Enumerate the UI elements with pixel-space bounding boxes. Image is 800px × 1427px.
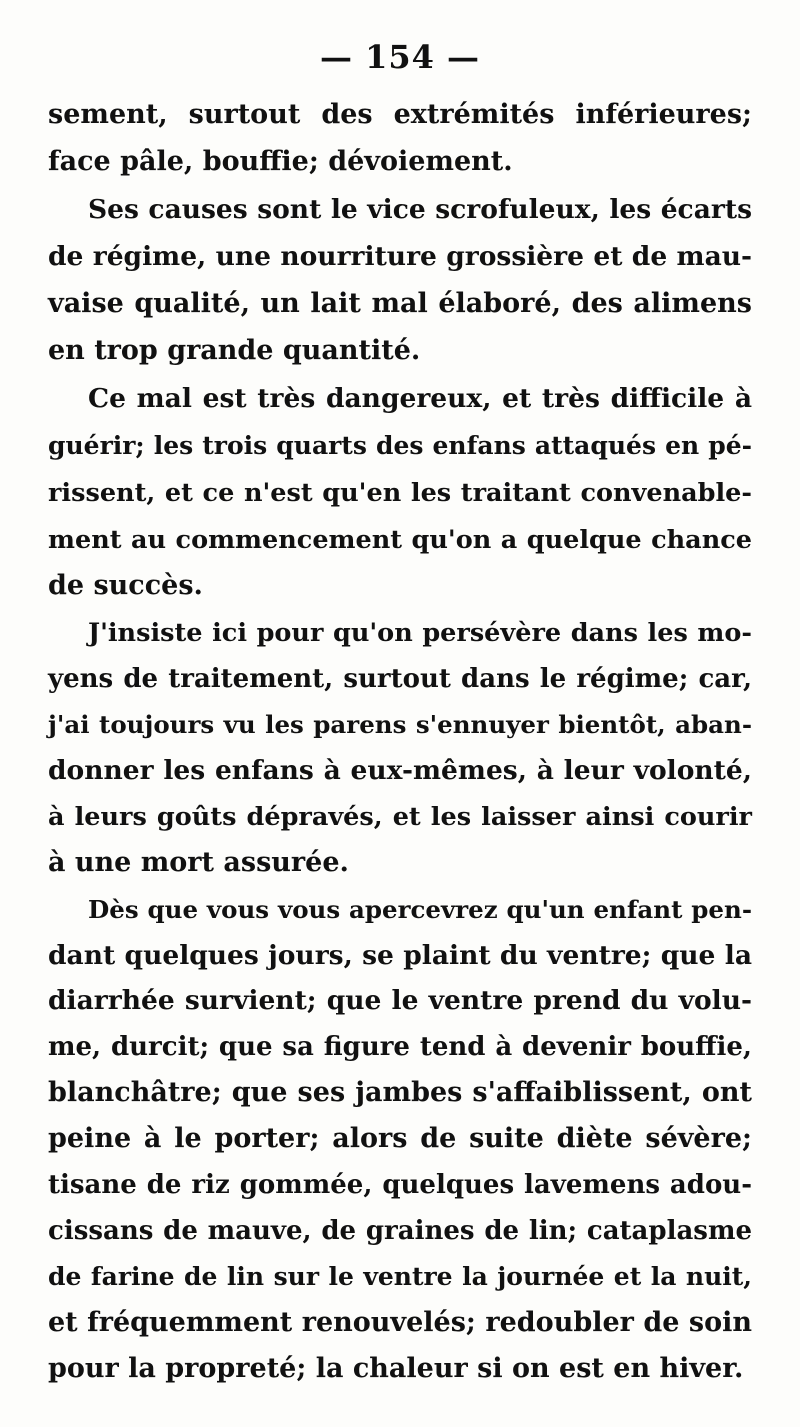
text-line: et fréquemment renouvelés; redoubler de soin: [48, 1307, 752, 1338]
text-line: sement, surtout des extrémités inférieures;: [48, 99, 752, 130]
text-line: rissent, et ce n'est qu'en les traitant convenable-: [48, 478, 752, 508]
text-line: vaise qualité, un lait mal élaboré, des alimens: [48, 288, 752, 319]
text-line: de régime, une nourriture grossière et de mau-: [48, 241, 752, 272]
paragraph-first-line: Ce mal est très dangereux, et très difficile à: [88, 383, 752, 414]
text-line: à une mort assurée.: [48, 847, 349, 878]
paragraph-first-line: Ses causes sont le vice scrofuleux, les écarts: [88, 194, 752, 225]
text-line: dant quelques jours, se plaint du ventre; que la: [48, 940, 752, 971]
text-line: peine à le porter; alors de suite diète sévère;: [48, 1123, 752, 1154]
page-number: — 154 —: [319, 38, 481, 76]
text-line: en trop grande quantité.: [48, 335, 421, 366]
text-line: à leurs goûts dépravés, et les laisser ainsi courir: [48, 802, 752, 832]
text-line: me, durcit; que sa figure tend à devenir bouffie,: [48, 1032, 752, 1062]
text-line: guérir; les trois quarts des enfans attaqués en pé-: [48, 431, 752, 460]
text-line: ment au commencement qu'on a quelque chance: [48, 525, 752, 555]
text-line: tisane de riz gommée, quelques lavemens adou-: [48, 1170, 752, 1200]
text-line: yens de traitement, surtout dans le régime; car,: [48, 664, 752, 694]
text-line: pour la propreté; la chaleur si on est en hiver.: [48, 1353, 744, 1384]
text-line: de succès.: [48, 570, 203, 601]
text-line: blanchâtre; que ses jambes s'affaiblissent, ont: [48, 1077, 752, 1108]
text-line: cissans de mauve, de graines de lin; cataplasme: [48, 1216, 752, 1246]
text-line: face pâle, bouffie; dévoiement.: [48, 146, 513, 177]
paragraph-first-line: Dès que vous vous apercevrez qu'un enfant pen-: [88, 895, 752, 924]
text-line: donner les enfans à eux-mêmes, à leur volonté,: [48, 755, 752, 786]
text-line: diarrhée survient; que le ventre prend du volu-: [48, 985, 752, 1016]
text-line: de farine de lin sur le ventre la journée et la nuit,: [48, 1262, 752, 1291]
text-line: j'ai toujours vu les parens s'ennuyer bientôt, aban-: [48, 710, 752, 739]
paragraph-first-line: J'insiste ici pour qu'on persévère dans les mo-: [88, 618, 752, 648]
